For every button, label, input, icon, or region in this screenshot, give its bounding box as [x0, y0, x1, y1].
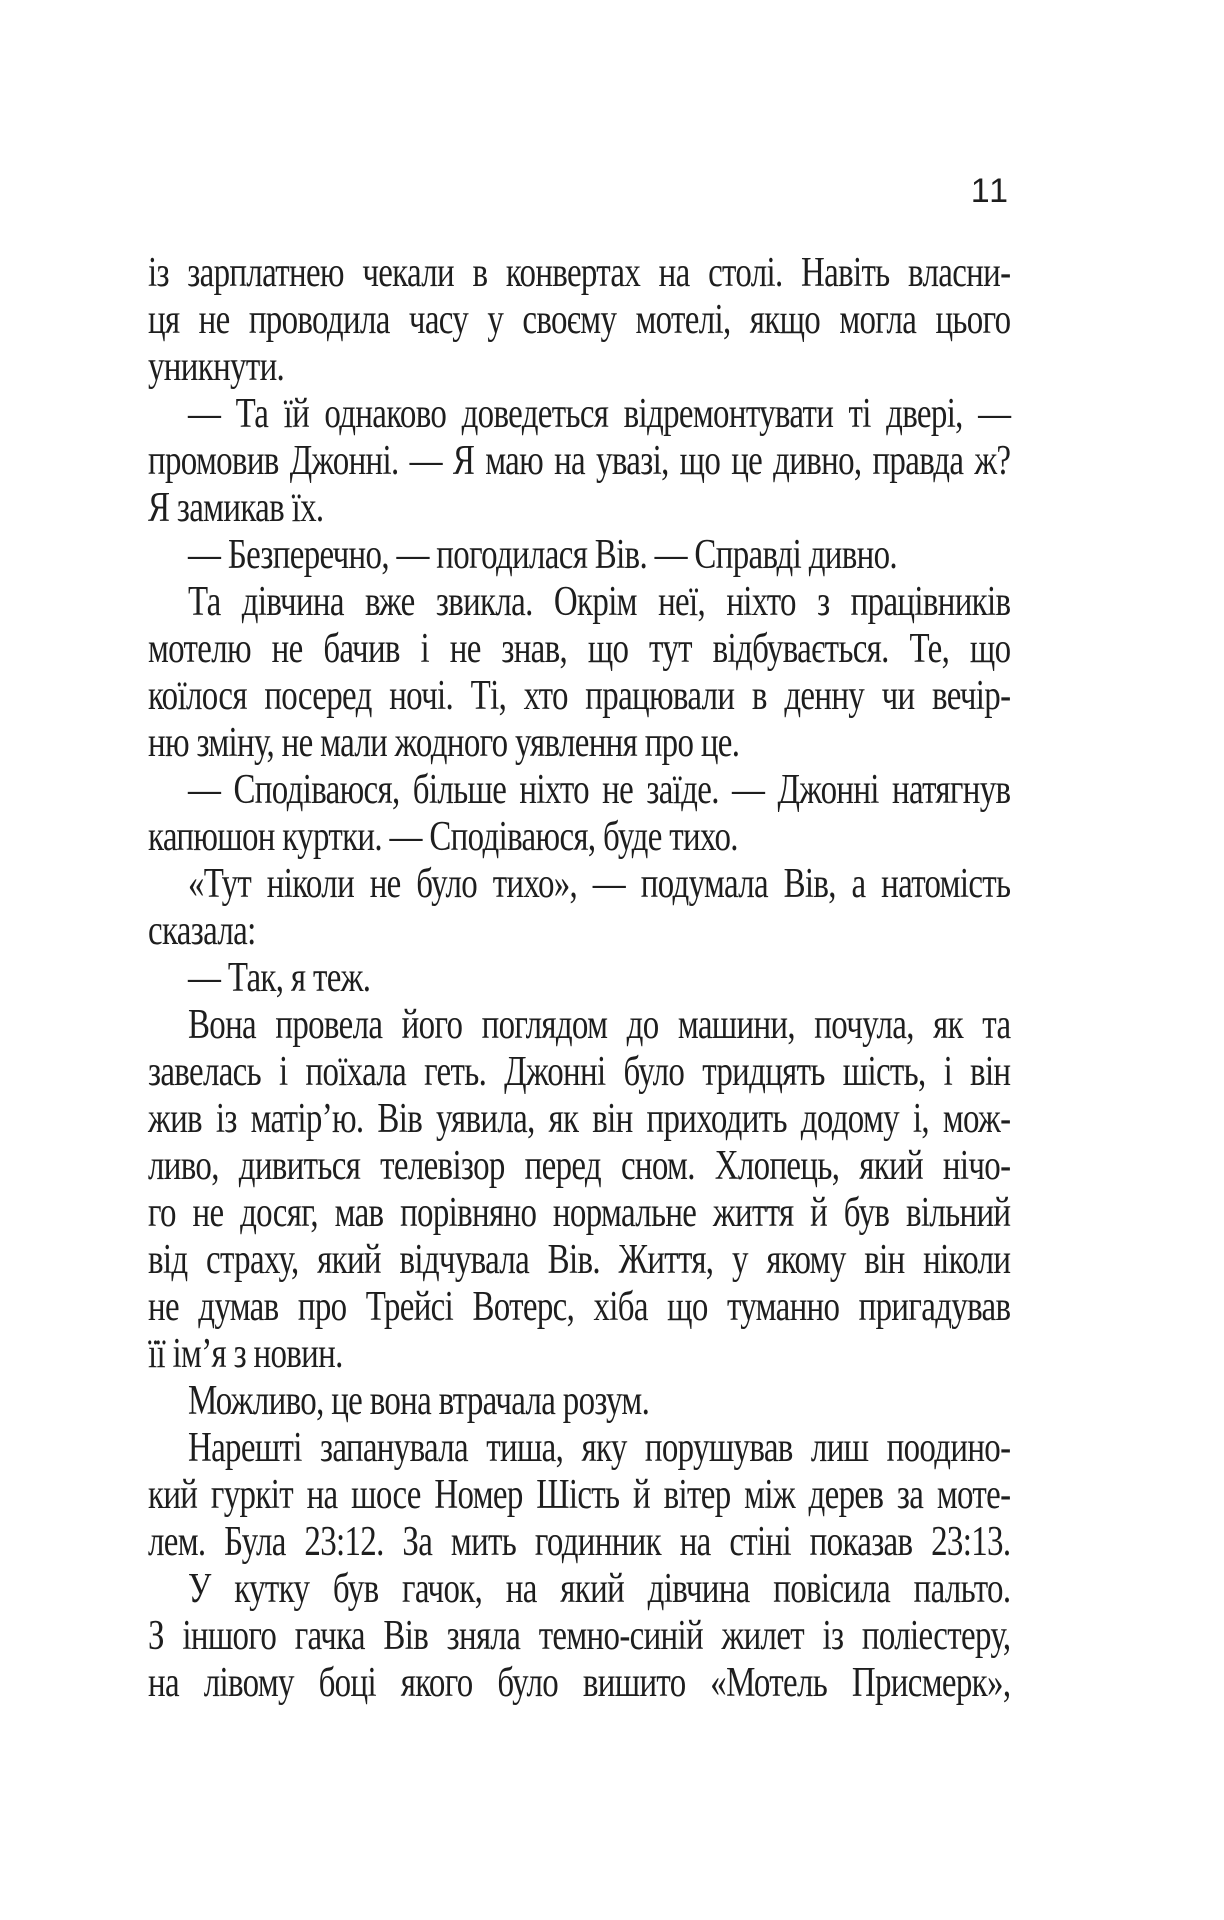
text-line: Я замикав їх.: [148, 485, 324, 531]
text-line: го не досяг, мав порівняно нормальне життя й був вільний: [148, 1190, 1011, 1236]
text-line: кий гуркіт на шосе Номер Шість й вітер між дерев за моте-: [148, 1472, 1011, 1518]
text-line: З іншого гачка Вів зняла темно-синій жилет із поліестеру,: [148, 1613, 1011, 1659]
text-line: У кутку був гачок, на який дівчина повісила пальто.: [187, 1566, 1011, 1612]
text-block: [148, 250, 1010, 1707]
text-line: її ім’я з новин.: [148, 1331, 343, 1377]
text-line: коїлося посеред ночі. Ті, хто працювали в денну чи вечір-: [148, 673, 1011, 719]
text-line: — Так, я теж.: [187, 955, 371, 1001]
text-line: лем. Була 23:12. За мить годинник на стіні показав 23:13.: [148, 1519, 1011, 1565]
text-line: — Та їй однаково доведеться відремонтувати ті двері, —: [187, 391, 1011, 437]
text-line: на лівому боці якого було вишито «Мотель Присмерк»,: [148, 1660, 1011, 1706]
text-line: промовив Джонні. — Я маю на увазі, що це дивно, правда ж?: [148, 438, 1011, 484]
text-line: жив із матір’ю. Вів уявила, як він приходить додому і, мож-: [148, 1096, 1011, 1142]
text-line: Нарешті запанувала тиша, яку порушував лиш поодино-: [187, 1425, 1011, 1471]
text-line: ню зміну, не мали жодного уявлення про це.: [148, 720, 740, 766]
text-line: завелась і поїхала геть. Джонні було тридцять шість, і він: [148, 1049, 1011, 1095]
text-line: капюшон куртки. — Сподіваюся, буде тихо.: [148, 814, 738, 860]
text-line: із зарплатнею чекали в конвертах на столі. Навіть власни-: [148, 250, 1011, 296]
text-line: «Тут ніколи не було тихо», — подумала Вів, а натомість: [187, 861, 1011, 907]
text-line: — Сподіваюся, більше ніхто не заїде. — Джонні натягнув: [187, 767, 1011, 813]
text-line: Вона провела його поглядом до машини, почула, як та: [187, 1002, 1011, 1048]
text-line: уникнути.: [148, 344, 285, 390]
text-line: Можливо, це вона втрачала розум.: [187, 1378, 650, 1424]
page-number: 11: [970, 172, 1010, 210]
text-line: мотелю не бачив і не знав, що тут відбувається. Те, що: [148, 626, 1011, 672]
text-line: Та дівчина вже звикла. Окрім неї, ніхто з працівників: [187, 579, 1011, 625]
text-line: від страху, який відчувала Вів. Життя, у якому він ніколи: [148, 1237, 1011, 1283]
text-line: ця не проводила часу у своєму мотелі, якщо могла цього: [148, 297, 1011, 343]
text-line: — Безперечно, — погодилася Вів. — Справді дивно.: [187, 532, 897, 578]
text-line: сказала:: [148, 908, 256, 954]
text-line: не думав про Трейсі Вотерс, хіба що туманно пригадував: [148, 1284, 1011, 1330]
text-line: ливо, дивиться телевізор перед сном. Хлопець, який нічо-: [148, 1143, 1011, 1189]
